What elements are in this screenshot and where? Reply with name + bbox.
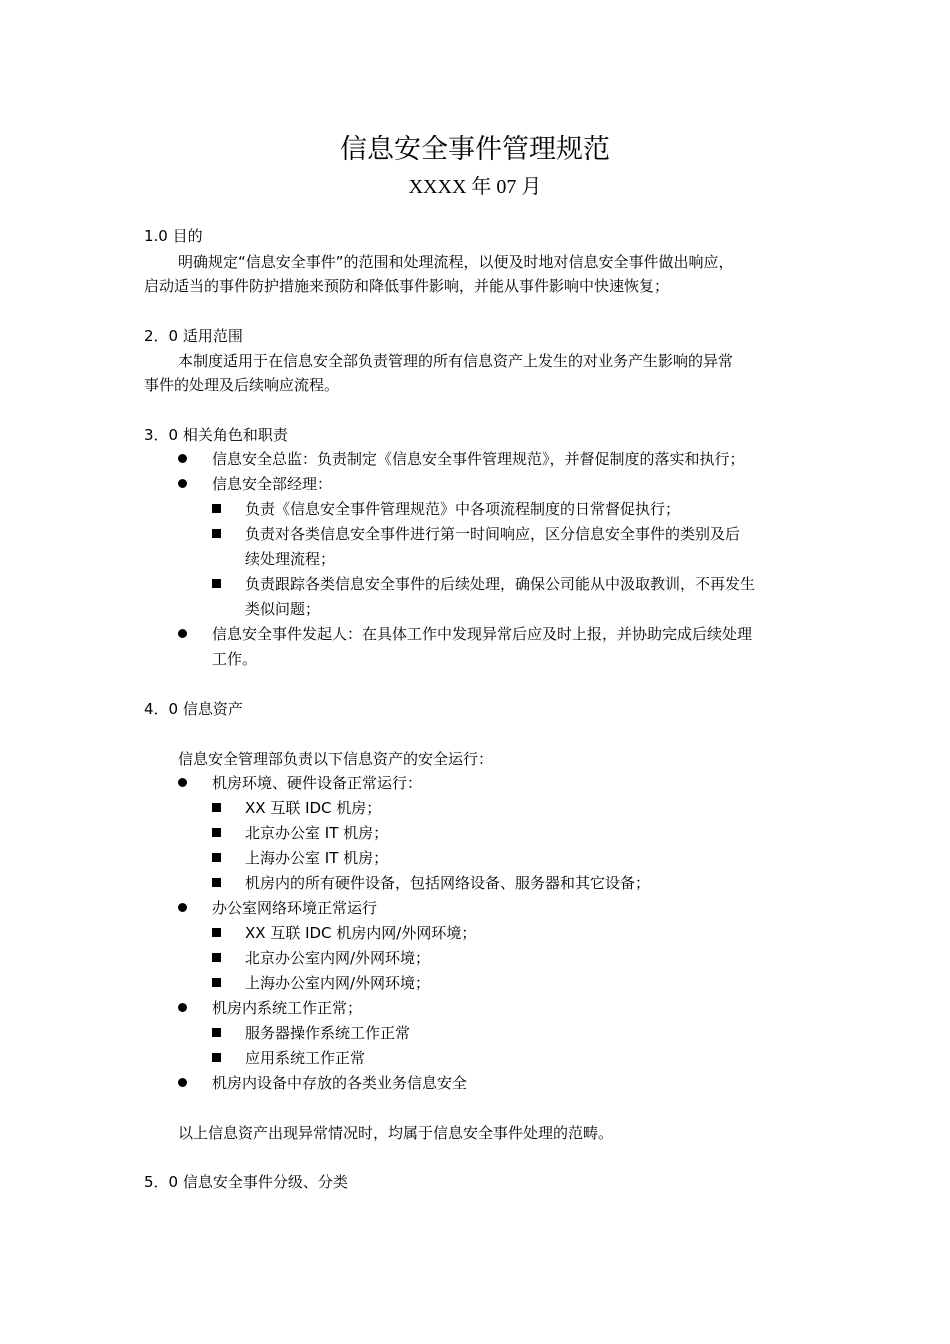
bullet-dot-icon <box>178 1071 187 1096</box>
bullet-dot-icon <box>178 472 187 497</box>
sub-list-item: 负责跟踪各类信息安全事件的后续处理，确保公司能从中汲取教训，不再发生 <box>245 575 756 593</box>
bullet-square-icon <box>212 796 221 821</box>
section-4-heading: 4．0 信息资产 <box>144 700 243 718</box>
sub-list-item: 机房内的所有硬件设备，包括网络设备、服务器和其它设备； <box>245 874 651 892</box>
bullet-square-icon <box>212 497 221 522</box>
section-2-heading: 2．0 适用范围 <box>144 327 243 345</box>
section-3-heading: 3．0 相关角色和职责 <box>144 426 288 444</box>
bullet-dot-icon <box>178 447 187 472</box>
section-1-heading: 1.0 目的 <box>144 227 203 245</box>
bullet-square-icon <box>212 921 221 946</box>
section-1-para-line-1: 明确规定“信息安全事件”的范围和处理流程，以便及时地对信息安全事件做出响应， <box>178 253 734 271</box>
sub-list-item: 负责《信息安全事件管理规范》中各项流程制度的日常督促执行； <box>245 500 681 518</box>
bullet-dot-icon <box>178 622 187 647</box>
section-5-heading: 5．0 信息安全事件分级、分类 <box>144 1173 348 1191</box>
document-title: 信息安全事件管理规范 <box>340 134 610 165</box>
bullet-square-icon <box>212 572 221 597</box>
bullet-square-icon <box>212 1046 221 1071</box>
sub-list-item-continuation: 续处理流程； <box>245 550 336 568</box>
bullet-dot-icon <box>178 896 187 921</box>
list-item: 机房内系统工作正常； <box>212 999 363 1017</box>
list-item: 机房内设备中存放的各类业务信息安全 <box>212 1074 468 1092</box>
sub-list-item: 北京办公室内网/外网环境； <box>245 949 431 967</box>
sub-list-item: 应用系统工作正常 <box>245 1049 366 1067</box>
bullet-square-icon <box>212 821 221 846</box>
bullet-square-icon <box>212 522 221 547</box>
bullet-square-icon <box>212 946 221 971</box>
list-item: 信息安全事件发起人：在具体工作中发现异常后应及时上报，并协助完成后续处理 <box>212 625 753 643</box>
list-item: 办公室网络环境正常运行 <box>212 899 378 917</box>
section-4-outro: 以上信息资产出现异常情况时，均属于信息安全事件处理的范畴。 <box>178 1124 614 1142</box>
sub-list-item: 上海办公室内网/外网环境； <box>245 974 431 992</box>
sub-list-item: XX 互联 IDC 机房内网/外网环境； <box>245 924 477 942</box>
section-4-intro: 信息安全管理部负责以下信息资产的安全运行： <box>178 750 494 768</box>
sub-list-item: 上海办公室 IT 机房； <box>245 849 389 867</box>
list-item: 信息安全部经理： <box>212 475 333 493</box>
list-item: 信息安全总监：负责制定《信息安全事件管理规范》，并督促制度的落实和执行； <box>212 450 745 468</box>
document-date: XXXX 年 07 月 <box>408 176 542 198</box>
section-2-para-line-1: 本制度适用于在信息安全部负责管理的所有信息资产上发生的对业务产生影响的异常 <box>178 352 734 370</box>
section-2-para-line-2: 事件的处理及后续响应流程。 <box>144 376 340 394</box>
bullet-dot-icon <box>178 771 187 796</box>
bullet-dot-icon <box>178 996 187 1021</box>
list-item-continuation: 工作。 <box>212 650 258 668</box>
sub-list-item: 负责对各类信息安全事件进行第一时间响应，区分信息安全事件的类别及后 <box>245 525 741 543</box>
bullet-square-icon <box>212 1021 221 1046</box>
sub-list-item: 服务器操作系统工作正常 <box>245 1024 411 1042</box>
bullet-square-icon <box>212 971 221 996</box>
list-item: 机房环境、硬件设备正常运行： <box>212 774 423 792</box>
bullet-square-icon <box>212 871 221 896</box>
sub-list-item-continuation: 类似问题； <box>245 600 321 618</box>
sub-list-item: XX 互联 IDC 机房； <box>245 799 382 817</box>
bullet-square-icon <box>212 846 221 871</box>
section-1-para-line-2: 启动适当的事件防护措施来预防和降低事件影响，并能从事件影响中快速恢复； <box>144 277 670 295</box>
sub-list-item: 北京办公室 IT 机房； <box>245 824 389 842</box>
